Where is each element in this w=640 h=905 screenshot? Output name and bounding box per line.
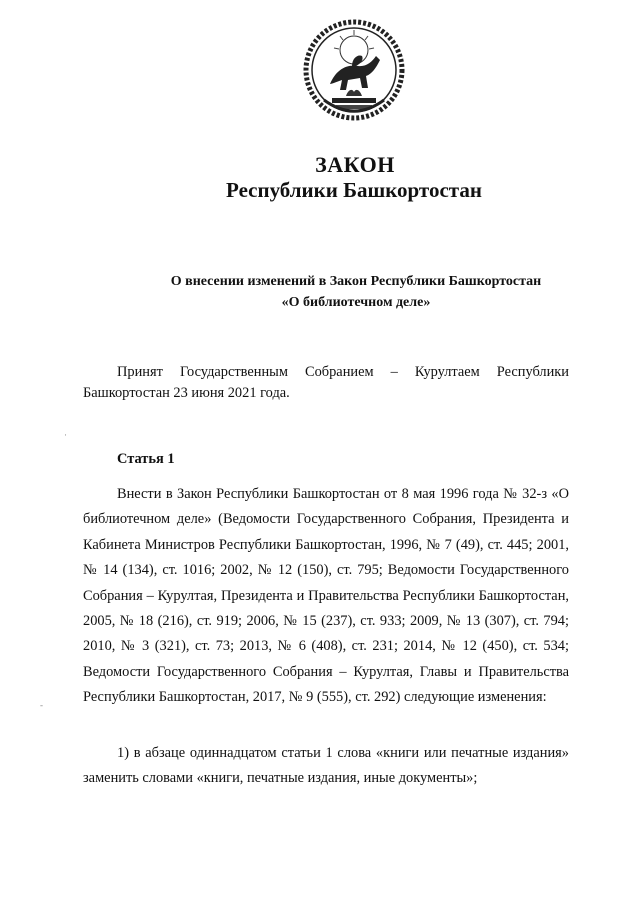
article-paragraph-2: 1) в абзаце одиннадцатом статьи 1 слова «книги или печатные издания» заменить словами «книги, печатные издания, иные документы»; — [83, 745, 569, 787]
adoption-statement: Принят Государственным Собранием – Курултаем Республики Башкортостан 23 июня 2021 года. — [83, 364, 569, 401]
article-heading: Статья 1 — [117, 451, 175, 467]
document-title-line-2: «О библиотечном деле» — [281, 295, 431, 310]
scan-mark: · — [64, 430, 67, 440]
article-paragraph-1: Внести в Закон Республики Башкортостан от 8 мая 1996 года № 32-з «О библиотечном деле» (Ведомости Государственного Собрания, Президента и Кабинета Министров Республики Башкортостан, 1996, № 7 (49), ст. 445; 2001, № 14 (134), ст. 1016; 2002, № 12 (150), ст. 795; Ведомости Государственного Собрания – Курултая, Президента и Правительства Республики Башкортостан, 2005, № 18 (216), ст. 919; 2006, № 15 (237), ст. 933; 2009, № 13 (307), ст. 794; 2010, № 3 (321), ст. 73; 2013, № 6 (408), ст. 231; 2014, № 12 (450), ст. 534; Ведомости Государственного Собрания – Курултая, Главы и Правительства Республики Башкортостан, 2017, № 9 (555), ст. 292) следующие изменения: — [83, 486, 569, 706]
coat-of-arms-icon — [302, 18, 406, 124]
law-subtitle: Республики Башкортостан — [226, 178, 482, 202]
scan-mark: - — [40, 700, 43, 710]
law-title: ЗАКОН — [315, 152, 395, 177]
document-title-line-1: О внесении изменений в Закон Республики Башкортостан — [170, 274, 542, 289]
